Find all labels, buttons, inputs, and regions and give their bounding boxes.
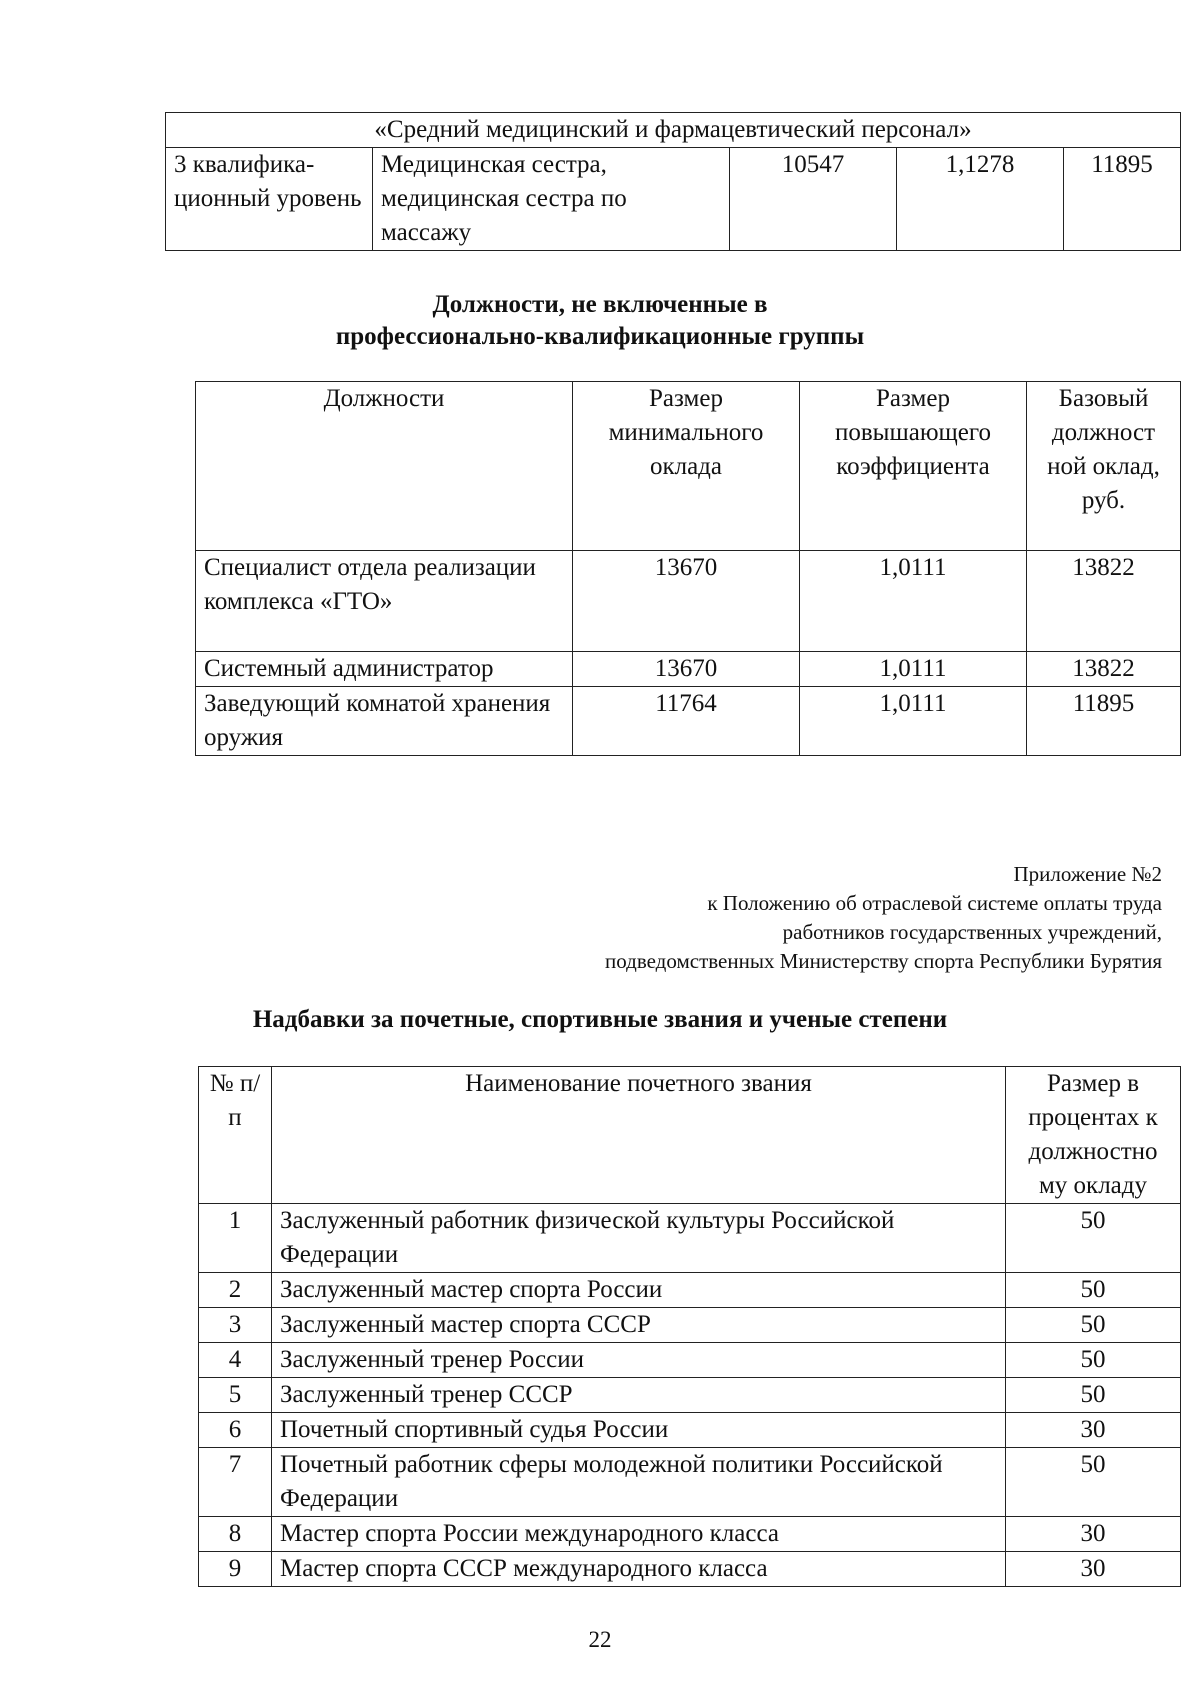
table-honorary-titles <box>198 1066 1181 1587</box>
section-title-line1: Должности, не включенные в <box>432 291 768 318</box>
row-number: 7 <box>199 1448 272 1517</box>
percent-value: 50 <box>1006 1448 1181 1517</box>
coefficient: 1,0111 <box>800 551 1027 652</box>
base-salary: 11895 <box>1064 148 1181 251</box>
table-row <box>196 652 1181 687</box>
appendix-line2: к Положению об отраслевой системе оплаты труда <box>707 891 1162 915</box>
title-name: Заслуженный мастер спорта СССР <box>272 1308 1006 1343</box>
min-salary: 10547 <box>730 148 897 251</box>
header-base-salary: Базовый должност ной оклад, руб. <box>1027 382 1181 551</box>
percent-value: 30 <box>1006 1517 1181 1552</box>
row-number: 2 <box>199 1273 272 1308</box>
title-name: Почетный спортивный судья России <box>272 1413 1006 1448</box>
min-salary: 11764 <box>573 687 800 756</box>
table-positions-outside-groups <box>195 381 1181 756</box>
row-number: 6 <box>199 1413 272 1448</box>
table-header-row <box>199 1067 1181 1204</box>
percent-value: 30 <box>1006 1552 1181 1587</box>
header-coefficient: Размер повышающего коэффициента <box>800 382 1027 551</box>
qualification-level: 3 квалифика-ционный уровень <box>166 148 373 251</box>
title-name: Заслуженный работник физической культуры Российской Федерации <box>272 1204 1006 1273</box>
percent-value: 50 <box>1006 1343 1181 1378</box>
percent-value: 30 <box>1006 1413 1181 1448</box>
table-row <box>199 1552 1181 1587</box>
appendix-line3: работников государственных учреждений, <box>782 920 1162 944</box>
title-name: Заслуженный мастер спорта России <box>272 1273 1006 1308</box>
header-min-salary: Размер минимального оклада <box>573 382 800 551</box>
percent-value: 50 <box>1006 1378 1181 1413</box>
percent-value: 50 <box>1006 1204 1181 1273</box>
header-number: № п/п <box>199 1067 272 1204</box>
table-row <box>199 1413 1181 1448</box>
percent-value: 50 <box>1006 1273 1181 1308</box>
page-number: 22 <box>588 1627 612 1652</box>
table-row <box>199 1378 1181 1413</box>
coefficient: 1,0111 <box>800 652 1027 687</box>
table-medical-staff <box>165 112 1181 251</box>
percent-value: 50 <box>1006 1308 1181 1343</box>
position-name: Системный администратор <box>196 652 573 687</box>
table-row <box>199 1517 1181 1552</box>
title-name: Почетный работник сферы молодежной политики Российской Федерации <box>272 1448 1006 1517</box>
min-salary: 13670 <box>573 551 800 652</box>
coefficient: 1,0111 <box>800 687 1027 756</box>
table-row <box>196 551 1181 652</box>
base-salary: 11895 <box>1027 687 1181 756</box>
position-name: Медицинская сестра, медицинская сестра по массажу <box>373 148 730 251</box>
row-number: 8 <box>199 1517 272 1552</box>
row-number: 9 <box>199 1552 272 1587</box>
appendix-line4: подведомственных Министерству спорта Республики Бурятия <box>605 949 1162 973</box>
row-number: 1 <box>199 1204 272 1273</box>
header-positions: Должности <box>196 382 573 551</box>
coefficient: 1,1278 <box>897 148 1064 251</box>
table-header-row <box>196 382 1181 551</box>
row-number: 3 <box>199 1308 272 1343</box>
title-name: Мастер спорта СССР международного класса <box>272 1552 1006 1587</box>
min-salary: 13670 <box>573 652 800 687</box>
position-name: Специалист отдела реализации комплекса «ГТО» <box>196 551 573 652</box>
table-row <box>166 148 1181 251</box>
position-name: Заведующий комнатой хранения оружия <box>196 687 573 756</box>
table-row <box>199 1343 1181 1378</box>
table-row <box>199 1308 1181 1343</box>
header-percent: Размер в процентах к должностно му окладу <box>1006 1067 1181 1204</box>
table-row <box>196 687 1181 756</box>
table-row <box>199 1273 1181 1308</box>
section-title-line2: профессионально-квалификационные группы <box>335 323 865 350</box>
section-title-allowances: Надбавки за почетные, спортивные звания и ученые степени <box>252 1006 948 1033</box>
appendix-line1: Приложение №2 <box>1013 862 1162 886</box>
table-row <box>199 1448 1181 1517</box>
appendix-note <box>605 860 1162 976</box>
row-number: 4 <box>199 1343 272 1378</box>
group-title: «Средний медицинский и фармацевтический персонал» <box>166 113 1181 148</box>
title-name: Заслуженный тренер России <box>272 1343 1006 1378</box>
base-salary: 13822 <box>1027 551 1181 652</box>
base-salary: 13822 <box>1027 652 1181 687</box>
row-number: 5 <box>199 1378 272 1413</box>
title-name: Заслуженный тренер СССР <box>272 1378 1006 1413</box>
title-name: Мастер спорта России международного класса <box>272 1517 1006 1552</box>
table-row <box>199 1204 1181 1273</box>
header-title-name: Наименование почетного звания <box>272 1067 1006 1204</box>
